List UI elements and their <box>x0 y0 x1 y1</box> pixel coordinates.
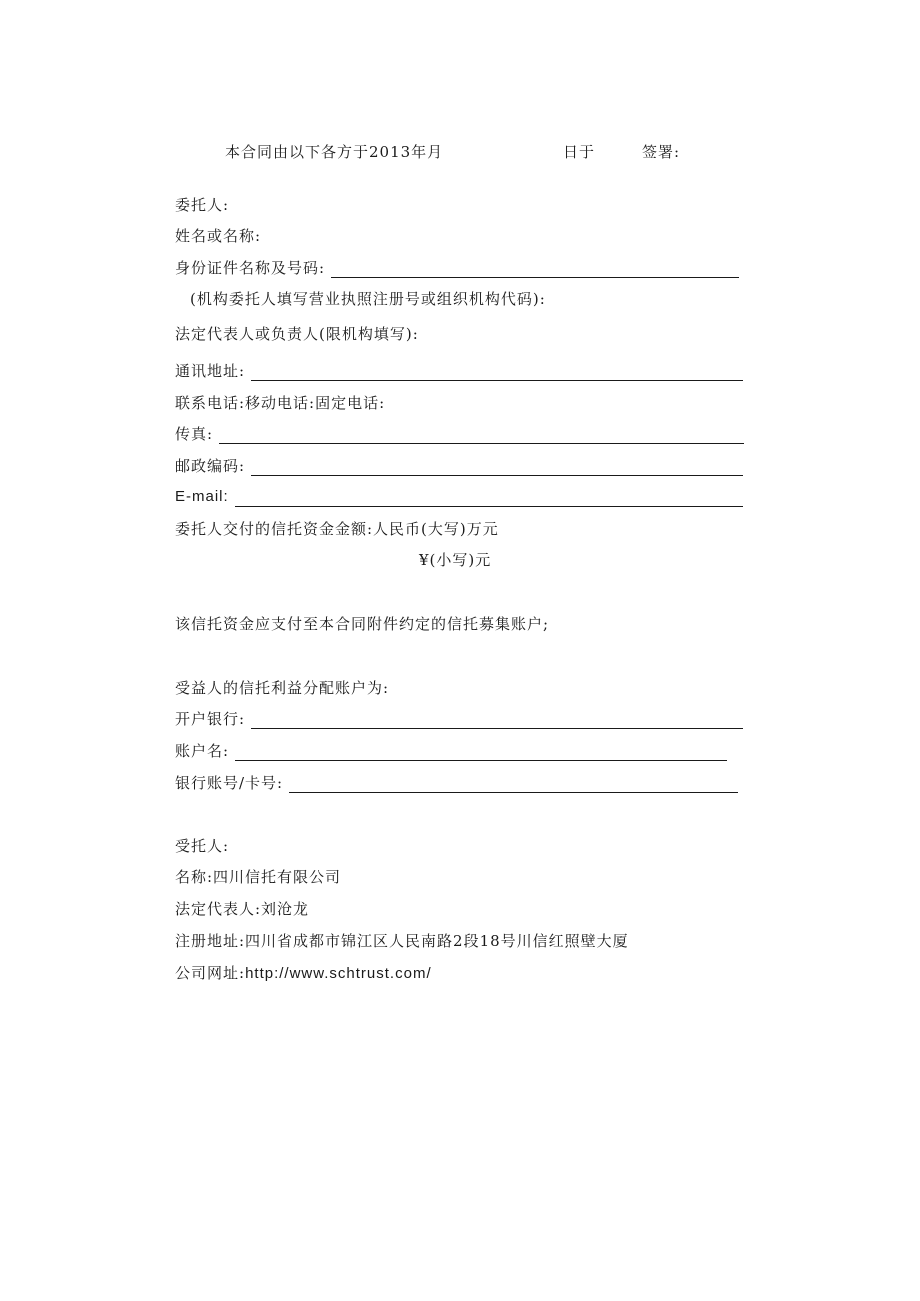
beneficiary-title: 受益人的信托利益分配账户为: <box>175 679 390 697</box>
trustee-title: 受托人: <box>175 837 230 855</box>
phone-label: 联系电话:移动电话:固定电话: <box>175 394 386 412</box>
org-note: (机构委托人填写营业执照注册号或组织机构代码): <box>190 290 546 308</box>
trustee-name: 名称:四川信托有限公司 <box>175 868 342 886</box>
id-blank[interactable] <box>331 262 739 278</box>
address-blank[interactable] <box>251 365 743 381</box>
account-name-label: 账户名: <box>175 742 230 760</box>
id-label: 身份证件名称及号码: <box>175 259 326 277</box>
signing-statement <box>225 142 443 162</box>
id-field <box>175 258 739 278</box>
bank-field <box>175 709 743 729</box>
fax-field <box>175 424 744 444</box>
signing-sign-text: 签署: <box>642 143 681 161</box>
amount-label: 委托人交付的信托资金金额:人民币(大写)万元 <box>175 520 499 538</box>
trustor-name-label: 姓名或名称: <box>175 227 262 245</box>
trustee-website-row <box>175 963 432 984</box>
postcode-field <box>175 456 743 476</box>
trustor-title: 委托人: <box>175 196 230 214</box>
postcode-blank[interactable] <box>251 460 743 476</box>
email-blank[interactable] <box>235 491 743 507</box>
trustee-address: 注册地址:四川省成都市锦江区人民南路2段18号川信红照壁大厦 <box>175 932 629 950</box>
payment-note: 该信托资金应支付至本合同附件约定的信托募集账户; <box>175 615 550 633</box>
address-label: 通讯地址: <box>175 362 246 380</box>
website-link[interactable]: http://www.schtrust.com/ <box>245 965 432 982</box>
account-no-blank[interactable] <box>289 777 738 793</box>
trustee-legal-rep: 法定代表人:刘沧龙 <box>175 900 310 918</box>
signing-day-text: 日于 <box>563 143 596 161</box>
email-field <box>175 487 743 507</box>
bank-label: 开户银行: <box>175 710 246 728</box>
bank-blank[interactable] <box>251 713 743 729</box>
postcode-label: 邮政编码: <box>175 457 246 475</box>
website-label: 公司网址: <box>175 964 246 982</box>
fax-label: 传真: <box>175 425 214 443</box>
legal-rep-label: 法定代表人或负责人(限机构填写): <box>175 325 419 343</box>
account-name-blank[interactable] <box>235 745 727 761</box>
email-label: E-mail: <box>175 488 229 505</box>
amount-small-label: ¥(小写)元 <box>419 551 492 569</box>
account-name-field <box>175 741 727 761</box>
address-field <box>175 361 743 381</box>
account-no-label: 银行账号/卡号: <box>175 774 284 792</box>
signing-date-text: 本合同由以下各方于2013年月 <box>225 143 444 161</box>
account-no-field <box>175 773 738 793</box>
fax-blank[interactable] <box>219 428 744 444</box>
